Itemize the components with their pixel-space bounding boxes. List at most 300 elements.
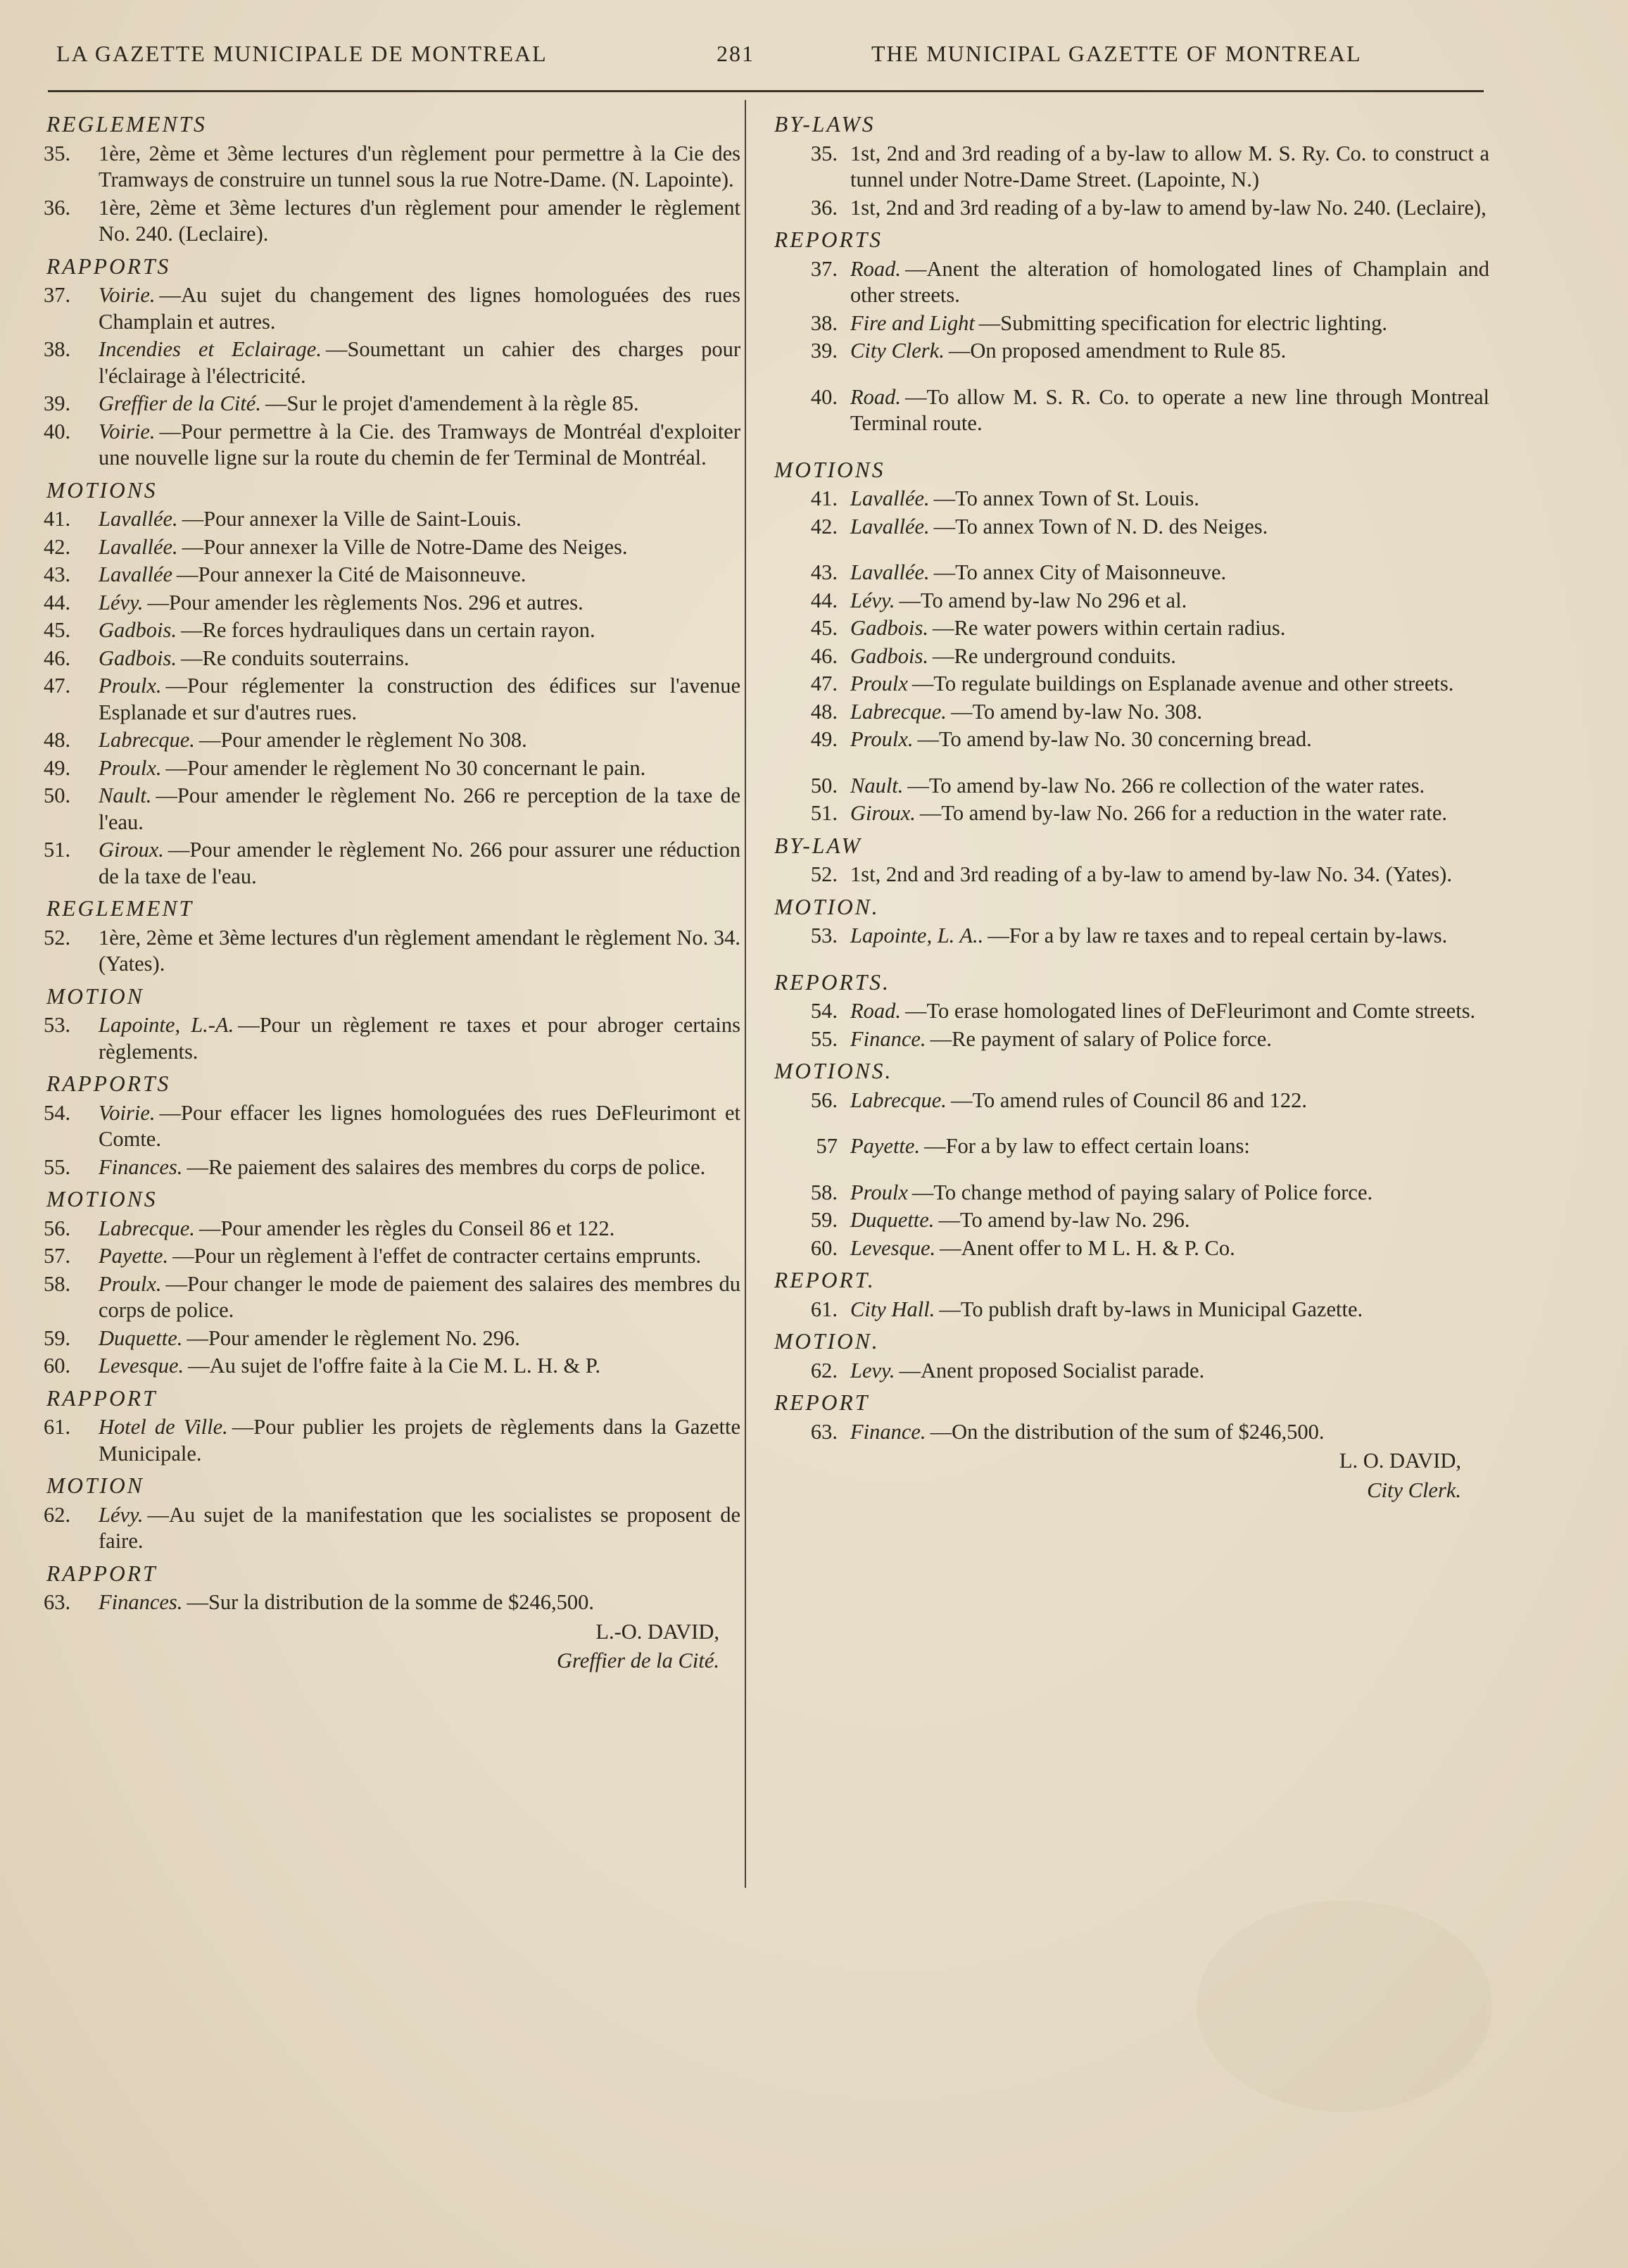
item-label: Duquette. [850, 1208, 935, 1232]
item-number: 59. [810, 1208, 838, 1232]
section-heading: MOTION. [774, 1329, 880, 1354]
section-heading: RAPPORT [46, 1561, 158, 1586]
item-text [850, 998, 1489, 1025]
item-text [99, 1589, 740, 1616]
item-label: Levy. [850, 1358, 895, 1382]
item-description: —To allow M. S. R. Co. to operate a new line through Montreal Terminal route. [850, 384, 1489, 435]
item-label: Lapointe, L. A.. [850, 924, 984, 947]
item-label: Hotel de Ville. [99, 1415, 228, 1439]
item-text [99, 1012, 740, 1065]
item-number: 38. [810, 310, 838, 335]
item-text [99, 391, 740, 417]
item-number: 61. [44, 1415, 71, 1439]
item-label: Giroux. [850, 801, 916, 825]
item-number: 54. [44, 1100, 71, 1125]
item-description: —To publish draft by-laws in Municipal Gazette. [939, 1297, 1363, 1321]
agenda-item [769, 256, 1489, 309]
item-description: —Pour changer le mode de paiement des salaires des membres du corps de police. [99, 1271, 740, 1322]
item-number: 44. [810, 588, 838, 612]
item-description: —To annex Town of St. Louis. [933, 486, 1199, 510]
item-description: —Re payment of salary of Police force. [930, 1026, 1272, 1051]
agenda-item [769, 588, 1489, 615]
item-number: 42. [44, 534, 71, 559]
item-text [99, 282, 740, 335]
agenda-item [769, 615, 1489, 642]
item-number: 37. [810, 256, 838, 281]
item-label: Payette. [850, 1134, 921, 1158]
item-text [99, 1325, 740, 1352]
agenda-item [44, 1100, 740, 1153]
item-number: 61. [810, 1297, 838, 1321]
item-description: —Re water powers within certain radius. [933, 616, 1286, 640]
item-number: 35. [810, 141, 838, 165]
item-number: 55. [44, 1154, 71, 1179]
item-text [850, 310, 1489, 337]
agenda-item [769, 998, 1489, 1025]
item-description: —Anent the alteration of homologated lines of Champlain and other streets. [850, 256, 1489, 307]
agenda-item [44, 1414, 740, 1467]
agenda-item [769, 1297, 1489, 1323]
item-text [850, 338, 1489, 365]
item-text [850, 560, 1489, 586]
item-text [850, 384, 1489, 437]
section-heading: BY-LAW [774, 833, 862, 858]
item-text [850, 1133, 1489, 1160]
item-label: Proulx. [850, 727, 914, 751]
agenda-item [769, 1133, 1489, 1160]
item-text [850, 1358, 1489, 1385]
section-heading: MOTION [46, 1473, 144, 1498]
item-text [99, 755, 740, 782]
agenda-item [44, 590, 740, 617]
item-number: 59. [44, 1325, 71, 1350]
item-label: Labrecque. [99, 728, 195, 752]
item-text [850, 699, 1489, 726]
item-label: Lévy. [99, 1502, 144, 1527]
page-number: 281 [717, 41, 755, 66]
agenda-item [769, 1180, 1489, 1207]
section-heading: REPORTS [774, 227, 883, 252]
item-label: Payette. [99, 1244, 169, 1268]
item-label: Lavallée. [850, 486, 930, 510]
item-label: Lavallée. [850, 514, 930, 538]
signature-title: Greffier de la Cité. [557, 1649, 719, 1672]
agenda-item [769, 699, 1489, 726]
agenda-item [769, 1235, 1489, 1262]
item-text [99, 590, 740, 617]
item-description: —Soumettant un cahier des charges pour l'éclairage à l'électricité. [99, 337, 741, 388]
item-number: 49. [44, 755, 71, 780]
item-label: Lavallée. [850, 560, 930, 584]
item-label: Nault. [850, 773, 904, 798]
item-description: —For a by law to effect certain loans: [924, 1134, 1250, 1158]
item-text [99, 1154, 740, 1181]
item-text [850, 588, 1489, 615]
item-number: 50. [44, 783, 71, 807]
item-label: Levesque. [99, 1354, 184, 1378]
agenda-item [44, 419, 740, 472]
item-label: Fire and Light [850, 310, 975, 335]
signature-name: L.-O. DAVID, [595, 1619, 719, 1644]
item-number: 62. [44, 1502, 71, 1527]
item-description: —To annex City of Maisonneuve. [933, 560, 1227, 584]
item-text [99, 1353, 740, 1380]
signature-title: City Clerk. [1367, 1478, 1461, 1502]
item-description: —Re conduits souterrains. [181, 645, 410, 670]
item-description: —Pour annexer la Cité de Maisonneuve. [177, 562, 526, 586]
item-text [99, 1243, 740, 1270]
item-text [850, 486, 1489, 512]
agenda-item [44, 673, 740, 726]
item-description: —Au sujet de la manifestation que les socialistes se proposent de faire. [99, 1502, 740, 1553]
item-number: 46. [810, 643, 838, 668]
item-number: 60. [810, 1235, 838, 1260]
item-text [99, 727, 740, 754]
item-label: Proulx. [99, 755, 162, 780]
item-number: 60. [44, 1354, 71, 1378]
agenda-item [769, 384, 1489, 437]
item-number: 48. [810, 699, 838, 724]
item-number: 39. [44, 391, 71, 415]
item-text [99, 673, 740, 726]
section-heading: BY-LAWS [774, 112, 876, 137]
item-text [850, 141, 1489, 194]
item-description: —Pour amender les règlements Nos. 296 et autres. [147, 590, 583, 615]
french-column [44, 106, 740, 1675]
agenda-item [769, 923, 1489, 950]
item-number: 46. [44, 645, 71, 670]
item-label: Proulx [850, 1180, 908, 1204]
item-label: Road. [850, 999, 902, 1023]
item-text [99, 783, 740, 836]
item-label: Levesque. [850, 1235, 936, 1260]
agenda-item [769, 1358, 1489, 1385]
item-label: Finance. [850, 1419, 926, 1444]
item-number: 42. [810, 514, 838, 538]
item-description: 1st, 2nd and 3rd reading of a by-law to amend by-law No. 34. (Yates). [850, 862, 1452, 886]
item-label: Voirie. [99, 1100, 156, 1125]
section-heading: MOTIONS [46, 477, 158, 503]
item-description: —Pour réglementer la construction des édifices sur l'avenue Esplanade et sur d'autres rues. [99, 674, 740, 724]
item-description: 1ère, 2ème et 3ème lectures d'un règlement pour permettre à la Cie des Tramways de construire un tunnel sous la rue Notre-Dame. (N. Lapointe). [99, 141, 740, 191]
agenda-item [769, 773, 1489, 800]
item-description: —Pour permettre à la Cie. des Tramways de Montréal d'exploiter une nouvelle ligne sur la route du chemin de fer Terminal de Montréal. [99, 419, 740, 470]
item-description: —Pour amender le règlement No. 266 re perception de la taxe de l'eau. [99, 783, 740, 834]
agenda-item [44, 1502, 740, 1555]
agenda-item [44, 755, 740, 782]
section-heading: REPORT. [774, 1268, 876, 1292]
section-heading: MOTIONS. [774, 1059, 893, 1083]
item-text [99, 1216, 740, 1242]
item-number: 51. [810, 801, 838, 825]
item-description: —Re underground conduits. [933, 643, 1176, 668]
item-number: 48. [44, 728, 71, 752]
english-column [769, 106, 1489, 1504]
item-number: 52. [44, 925, 71, 950]
agenda-item [769, 862, 1489, 888]
item-description: 1st, 2nd and 3rd reading of a by-law to allow M. S. Ry. Co. to construct a tunnel under Notre-Dame Street. (Lapointe, N.) [850, 141, 1489, 191]
item-label: Lapointe, L.-A. [99, 1013, 234, 1037]
item-description: —Submitting specification for electric lighting. [978, 310, 1388, 335]
item-number: 35. [44, 141, 71, 165]
section-heading: REPORT [774, 1390, 870, 1415]
item-description: —Anent proposed Socialist parade. [899, 1358, 1205, 1382]
item-text [850, 615, 1489, 642]
item-text [850, 256, 1489, 309]
section-heading: MOTIONS [46, 1187, 158, 1211]
item-label: Road. [850, 384, 902, 409]
agenda-item [769, 486, 1489, 512]
header-title-english: THE MUNICIPAL GAZETTE OF MONTREAL [871, 41, 1362, 66]
agenda-item [44, 1154, 740, 1181]
item-description: —Re forces hydrauliques dans un certain rayon. [181, 618, 595, 642]
item-label: City Clerk. [850, 339, 945, 363]
agenda-item [769, 1207, 1489, 1234]
item-number: 53. [44, 1013, 71, 1037]
item-text [99, 837, 740, 890]
item-label: Proulx. [99, 674, 162, 698]
item-number: 45. [44, 618, 71, 642]
agenda-item [44, 336, 740, 389]
item-description: —Sur le projet d'amendement à la règle 85. [265, 391, 639, 415]
item-text [850, 1180, 1489, 1207]
item-text [99, 1271, 740, 1324]
item-number: 43. [810, 560, 838, 584]
agenda-item [44, 1012, 740, 1065]
item-text [850, 1297, 1489, 1323]
item-description: —Pour annexer la Ville de Notre-Dame des Neiges. [182, 534, 628, 559]
item-description: —Sur la distribution de la somme de $246,500. [187, 1590, 595, 1614]
item-description: —To amend by-law No. 30 concerning bread. [917, 727, 1312, 751]
item-text [99, 419, 740, 472]
item-description: —Au sujet de l'offre faite à la Cie M. L. H. & P. [188, 1354, 601, 1378]
item-number: 41. [44, 507, 71, 531]
item-number: 49. [810, 727, 838, 751]
section-heading: REGLEMENT [46, 896, 194, 921]
agenda-item [769, 1026, 1489, 1053]
item-number: 37. [44, 283, 71, 307]
item-text [99, 506, 740, 533]
header-rule [48, 90, 1484, 92]
section-heading: REPORTS. [774, 969, 890, 995]
item-label: Gadbois. [850, 616, 928, 640]
item-number: 40. [810, 384, 838, 409]
item-text [850, 671, 1489, 698]
agenda-item [769, 643, 1489, 670]
item-label: Gadbois. [850, 643, 928, 668]
item-text [850, 773, 1489, 800]
item-description: —Pour amender le règlement No. 266 pour assurer une réduction de la taxe de l'eau. [99, 838, 740, 888]
item-number: 47. [810, 672, 838, 695]
item-number: 58. [44, 1271, 71, 1296]
item-number: 40. [44, 419, 71, 443]
agenda-item [44, 617, 740, 644]
item-description: —To amend by-law No. 266 for a reduction in the water rate. [919, 801, 1448, 825]
item-label: Duquette. [99, 1325, 183, 1350]
item-number: 63. [810, 1419, 838, 1444]
item-label: Road. [850, 256, 902, 281]
item-label: Lavallée. [99, 507, 178, 531]
item-description: 1ère, 2ème et 3ème lectures d'un règlement pour amender le règlement No. 240. (Leclaire). [99, 195, 740, 246]
agenda-item [769, 141, 1489, 194]
item-number: 36. [44, 195, 71, 220]
item-text [99, 925, 740, 978]
item-number: 43. [44, 562, 71, 586]
item-description: —Re paiement des salaires des membres du corps de police. [187, 1154, 706, 1179]
item-description: —To erase homologated lines of DeFleurimont and Comte streets. [905, 999, 1476, 1023]
section-heading: MOTIONS [774, 457, 885, 482]
agenda-item [44, 282, 740, 335]
agenda-item [769, 1088, 1489, 1114]
agenda-item [769, 310, 1489, 337]
item-number: 56. [810, 1088, 838, 1112]
agenda-item [44, 562, 740, 588]
item-label: Lavallée. [99, 534, 178, 559]
item-number: 57 [816, 1134, 838, 1158]
item-text [850, 514, 1489, 541]
item-number: 56. [44, 1216, 71, 1240]
item-description: —Pour un règlement à l'effet de contracter certains emprunts. [172, 1244, 702, 1268]
item-number: 39. [810, 339, 838, 363]
item-label: Proulx [850, 672, 908, 695]
item-number: 50. [810, 773, 838, 798]
item-number: 44. [44, 590, 71, 615]
item-text [99, 141, 740, 194]
item-label: Greffier de la Cité. [99, 391, 261, 415]
paper-stain [1197, 1901, 1492, 2112]
agenda-item [44, 141, 740, 194]
item-label: Incendies et Eclairage. [99, 337, 322, 361]
agenda-item [44, 534, 740, 561]
section-heading: RAPPORT [46, 1385, 158, 1411]
item-text [850, 643, 1489, 670]
item-description: —On proposed amendment to Rule 85. [948, 339, 1287, 363]
item-label: Giroux. [99, 838, 164, 862]
agenda-item [44, 1243, 740, 1270]
agenda-item [769, 671, 1489, 698]
item-description: —To change method of paying salary of Police force. [911, 1180, 1373, 1204]
item-text [850, 1207, 1489, 1234]
item-number: 55. [810, 1026, 838, 1051]
item-description: —To amend by-law No. 296. [938, 1208, 1190, 1232]
item-number: 38. [44, 337, 71, 361]
agenda-item [769, 560, 1489, 586]
item-description: —To annex Town of N. D. des Neiges. [933, 514, 1268, 538]
item-description: 1ère, 2ème et 3ème lectures d'un règlement amendant le règlement No. 34. (Yates). [99, 925, 740, 976]
item-label: Finances. [99, 1590, 183, 1614]
item-label: Finances. [99, 1154, 183, 1179]
item-text [850, 923, 1489, 950]
item-description: —Au sujet du changement des lignes homologuées des rues Champlain et autres. [99, 283, 740, 334]
item-description: —Pour un règlement re taxes et pour abroger certains règlements. [99, 1013, 740, 1064]
item-label: Finance. [850, 1026, 926, 1051]
agenda-item [769, 338, 1489, 365]
signature-name: L. O. DAVID, [1339, 1449, 1461, 1473]
item-label: Gadbois. [99, 618, 177, 642]
item-number: 52. [810, 862, 838, 886]
item-label: Proulx. [99, 1271, 162, 1296]
item-text [99, 534, 740, 561]
section-heading: REGLEMENTS [46, 112, 207, 137]
item-text [850, 800, 1489, 827]
item-label: Voirie. [99, 419, 156, 443]
agenda-item [769, 514, 1489, 541]
item-text [99, 1414, 740, 1467]
item-number: 62. [810, 1358, 838, 1382]
agenda-item [769, 800, 1489, 827]
item-label: Nault. [99, 783, 152, 807]
item-number: 47. [44, 674, 71, 698]
agenda-item [44, 1325, 740, 1352]
item-text [850, 1088, 1489, 1114]
agenda-item [44, 1353, 740, 1380]
agenda-item [44, 1589, 740, 1616]
agenda-item [44, 925, 740, 978]
agenda-item [44, 1271, 740, 1324]
agenda-item [769, 195, 1489, 222]
agenda-item [44, 645, 740, 672]
item-label: Labrecque. [99, 1216, 195, 1240]
section-heading: RAPPORTS [46, 1071, 171, 1096]
agenda-item [44, 195, 740, 248]
item-number: 51. [44, 838, 71, 862]
item-description: —Anent offer to M L. H. & P. Co. [940, 1235, 1235, 1260]
item-description: —To amend rules of Council 86 and 122. [950, 1088, 1308, 1112]
agenda-item [769, 726, 1489, 753]
agenda-item [44, 837, 740, 890]
item-text [850, 1235, 1489, 1262]
item-number: 58. [810, 1180, 838, 1204]
item-text [99, 1502, 740, 1555]
item-number: 63. [44, 1590, 71, 1614]
item-description: —Pour publier les projets de règlements dans la Gazette Municipale. [99, 1415, 741, 1466]
item-label: Lévy. [850, 588, 895, 612]
item-label: Voirie. [99, 283, 156, 307]
section-heading: MOTION [46, 983, 144, 1009]
item-text [850, 862, 1489, 888]
item-label: Labrecque. [850, 1088, 947, 1112]
item-number: 54. [810, 999, 838, 1023]
item-description: —Pour amender le règlement No 30 concernant le pain. [165, 755, 646, 780]
item-description: —Pour effacer les lignes homologuées des rues DeFleurimont et Comte. [99, 1100, 740, 1151]
item-number: 53. [810, 924, 838, 947]
item-label: Gadbois. [99, 645, 177, 670]
item-description: —To regulate buildings on Esplanade avenue and other streets. [911, 672, 1454, 695]
item-label: Lévy. [99, 590, 144, 615]
item-text [99, 645, 740, 672]
agenda-item [44, 1216, 740, 1242]
header-title-french: LA GAZETTE MUNICIPALE DE MONTREAL [56, 41, 548, 66]
agenda-item [769, 1419, 1489, 1446]
item-number: 41. [810, 486, 838, 510]
agenda-item [44, 727, 740, 754]
item-description: —To amend by-law No. 308. [950, 699, 1202, 724]
agenda-item [44, 506, 740, 533]
item-text [850, 726, 1489, 753]
item-text [850, 1419, 1489, 1446]
item-text [99, 562, 740, 588]
item-text [99, 617, 740, 644]
item-description: —Pour annexer la Ville de Saint-Louis. [182, 507, 522, 531]
item-label: Labrecque. [850, 699, 947, 724]
item-text [850, 195, 1489, 222]
item-description: 1st, 2nd and 3rd reading of a by-law to amend by-law No. 240. (Leclaire), [850, 195, 1487, 220]
item-description: —Pour amender le règlement No. 296. [187, 1325, 520, 1350]
item-label: Lavallée [99, 562, 173, 586]
agenda-item [44, 783, 740, 836]
item-description: —For a by law re taxes and to repeal certain by-laws. [987, 924, 1448, 947]
item-number: 36. [810, 195, 838, 220]
